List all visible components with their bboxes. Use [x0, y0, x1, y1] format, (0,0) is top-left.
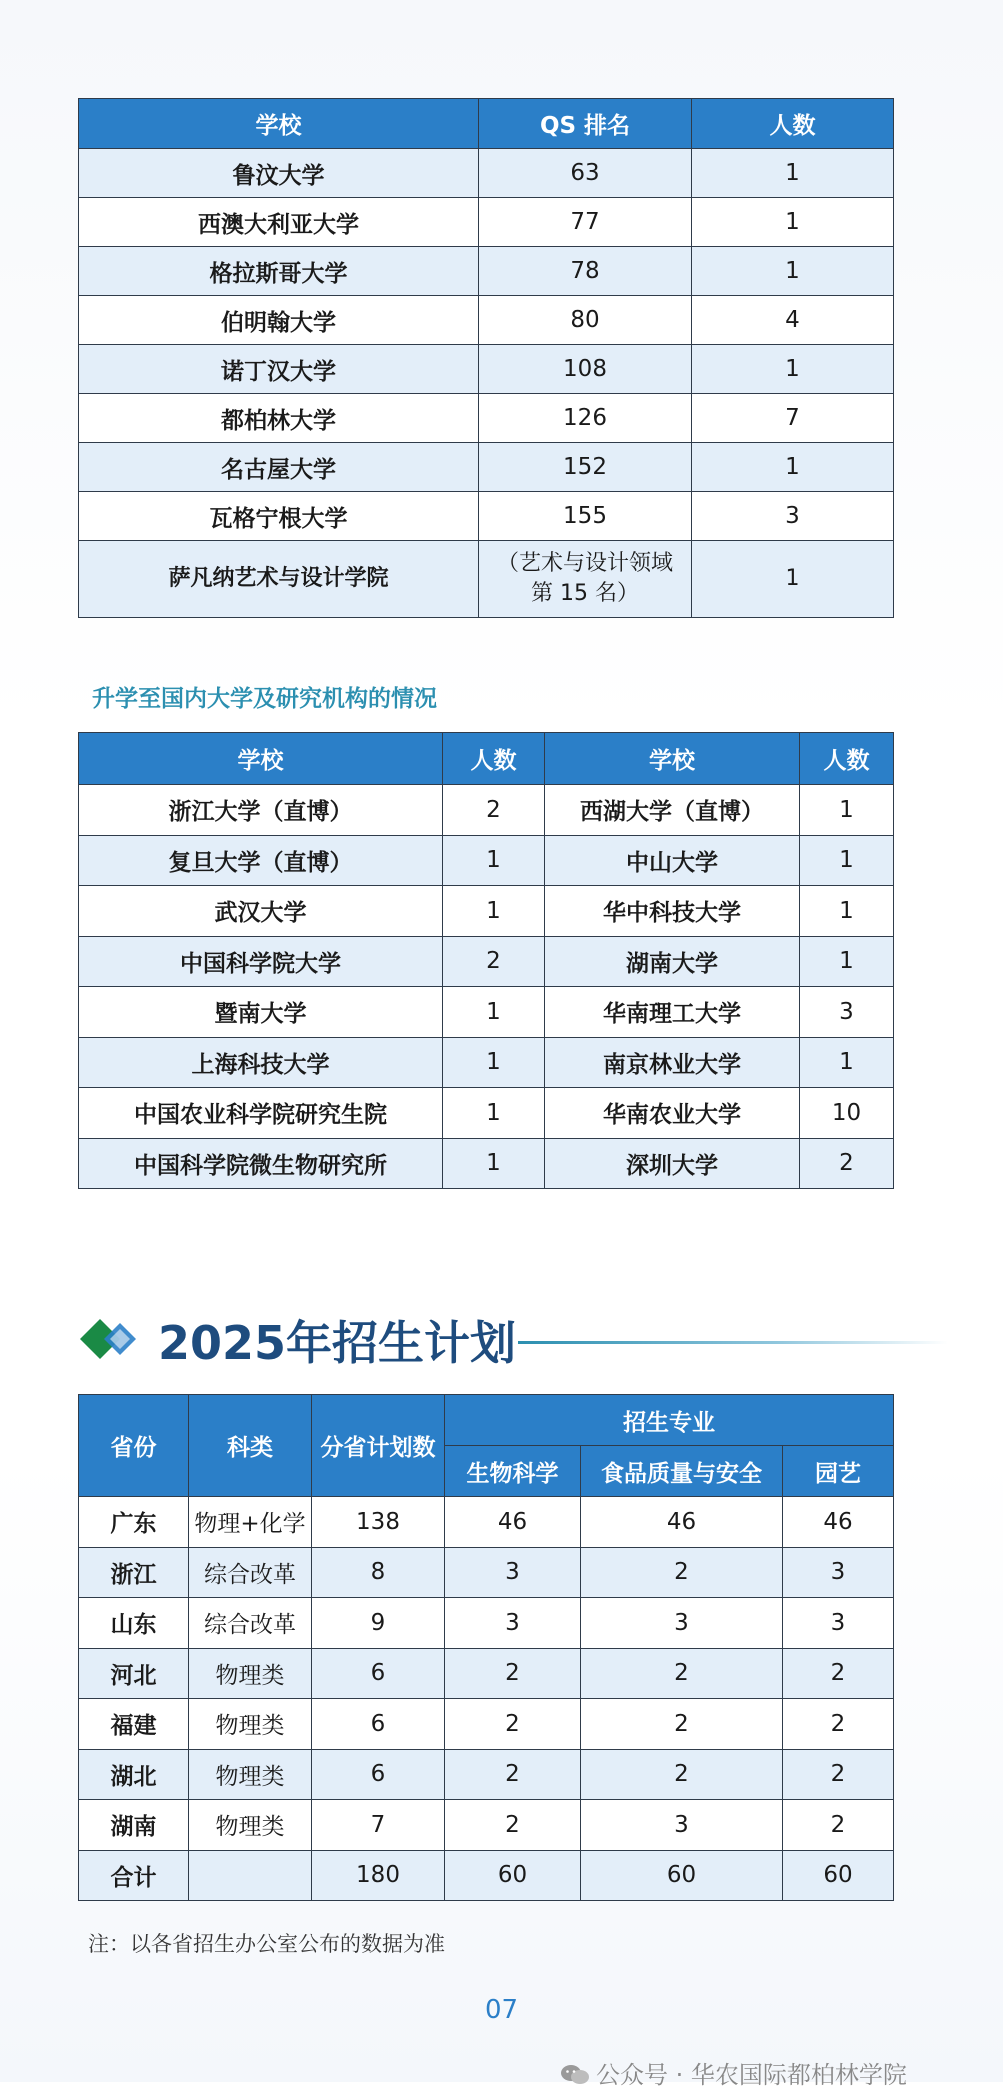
school-name: 西湖大学（直博） — [545, 785, 800, 836]
major-count: 60 — [445, 1850, 581, 1901]
table-row — [79, 1749, 894, 1800]
qs-rank: 126 — [479, 394, 692, 443]
school-name: 上海科技大学 — [79, 1037, 443, 1088]
student-count: 4 — [692, 296, 894, 345]
header-category: 科类 — [189, 1395, 312, 1497]
province: 广东 — [79, 1497, 189, 1548]
student-count: 1 — [692, 247, 894, 296]
header-quota: 分省计划数 — [312, 1395, 445, 1497]
quota: 8 — [312, 1547, 445, 1598]
school-name: 伯明翰大学 — [79, 296, 479, 345]
plan-heading: 2025年招生计划 — [158, 1316, 517, 1370]
qs-rank: 155 — [479, 492, 692, 541]
school-name: 复旦大学（直博） — [79, 835, 443, 886]
quota: 6 — [312, 1648, 445, 1699]
student-count: 1 — [443, 835, 545, 886]
table-row — [79, 1648, 894, 1699]
major-count: 3 — [783, 1547, 894, 1598]
student-count: 1 — [800, 785, 894, 836]
student-count: 3 — [692, 492, 894, 541]
category: 综合改革 — [189, 1598, 312, 1649]
table-row — [79, 198, 894, 247]
category: 综合改革 — [189, 1547, 312, 1598]
header-province: 省份 — [79, 1395, 189, 1497]
student-count: 2 — [443, 785, 545, 836]
plan-heading-block — [78, 1305, 908, 1375]
school-name: 格拉斯哥大学 — [79, 247, 479, 296]
major-count: 3 — [445, 1598, 581, 1649]
table-row — [79, 835, 894, 886]
major-count: 3 — [581, 1800, 783, 1851]
wechat-account[interactable] — [560, 2055, 907, 2089]
province: 浙江 — [79, 1547, 189, 1598]
table-row — [79, 886, 894, 937]
header-qs-rank: QS 排名 — [479, 99, 692, 149]
category: 物理类 — [189, 1800, 312, 1851]
major-count: 2 — [783, 1800, 894, 1851]
qs-rank: 63 — [479, 149, 692, 198]
school-name: 中山大学 — [545, 835, 800, 886]
domestic-universities-table — [78, 732, 894, 1189]
category: 物理+化学 — [189, 1497, 312, 1548]
school-name: 萨凡纳艺术与设计学院 — [79, 541, 479, 618]
table-row — [79, 296, 894, 345]
province: 湖南 — [79, 1800, 189, 1851]
student-count: 1 — [443, 1138, 545, 1189]
student-count: 1 — [692, 149, 894, 198]
student-count: 1 — [692, 198, 894, 247]
header-school: 学校 — [79, 99, 479, 149]
school-name: 湖南大学 — [545, 936, 800, 987]
school-name: 都柏林大学 — [79, 394, 479, 443]
qs-rank: 80 — [479, 296, 692, 345]
major-count: 2 — [581, 1547, 783, 1598]
major-count: 2 — [581, 1648, 783, 1699]
major-count: 46 — [581, 1497, 783, 1548]
school-name: 暨南大学 — [79, 987, 443, 1038]
province: 湖北 — [79, 1749, 189, 1800]
major-count: 2 — [445, 1749, 581, 1800]
student-count: 1 — [800, 1037, 894, 1088]
major-count: 3 — [445, 1547, 581, 1598]
quota: 180 — [312, 1850, 445, 1901]
major-count: 46 — [445, 1497, 581, 1548]
header-count: 人数 — [443, 733, 545, 785]
major-count: 2 — [581, 1749, 783, 1800]
school-name: 武汉大学 — [79, 886, 443, 937]
table-row — [79, 247, 894, 296]
province: 河北 — [79, 1648, 189, 1699]
major-count: 3 — [581, 1598, 783, 1649]
table-row — [79, 1037, 894, 1088]
table-row — [79, 1547, 894, 1598]
school-name: 浙江大学（直博） — [79, 785, 443, 836]
student-count: 1 — [692, 541, 894, 618]
qs-rank: 152 — [479, 443, 692, 492]
table-row — [79, 1138, 894, 1189]
qs-rank-line1: （艺术与设计领域 — [496, 551, 673, 576]
major-count: 2 — [445, 1648, 581, 1699]
table-row — [79, 936, 894, 987]
school-name: 华南农业大学 — [545, 1088, 800, 1139]
major-count: 2 — [445, 1699, 581, 1750]
qs-rank: 108 — [479, 345, 692, 394]
quota: 6 — [312, 1749, 445, 1800]
school-name: 南京林业大学 — [545, 1037, 800, 1088]
qs-rank-line2: 第 15 名） — [531, 581, 639, 606]
overseas-universities-table — [78, 98, 894, 618]
school-name: 中国科学院大学 — [79, 936, 443, 987]
student-count: 1 — [800, 886, 894, 937]
table-row — [79, 987, 894, 1038]
table-row — [79, 785, 894, 836]
table-row — [79, 149, 894, 198]
student-count: 1 — [443, 987, 545, 1038]
school-name: 华南理工大学 — [545, 987, 800, 1038]
header-major-biology: 生物科学 — [445, 1446, 581, 1497]
major-count: 60 — [581, 1850, 783, 1901]
table-row — [79, 1800, 894, 1851]
wechat-icon — [560, 2064, 590, 2086]
header-count: 人数 — [800, 733, 894, 785]
table-row — [79, 1598, 894, 1649]
header-major-horticulture: 园艺 — [783, 1446, 894, 1497]
province: 福建 — [79, 1699, 189, 1750]
table-row — [79, 492, 894, 541]
qs-rank: 77 — [479, 198, 692, 247]
major-count: 2 — [581, 1699, 783, 1750]
school-name: 中国科学院微生物研究所 — [79, 1138, 443, 1189]
student-count: 3 — [800, 987, 894, 1038]
school-name: 诺丁汉大学 — [79, 345, 479, 394]
wechat-label: 公众号 · 华农国际都柏林学院 — [596, 2061, 907, 2089]
table-row — [79, 394, 894, 443]
category: 物理类 — [189, 1699, 312, 1750]
student-count: 7 — [692, 394, 894, 443]
major-count: 2 — [783, 1648, 894, 1699]
major-count: 2 — [445, 1800, 581, 1851]
province: 山东 — [79, 1598, 189, 1649]
quota: 7 — [312, 1800, 445, 1851]
province: 合计 — [79, 1850, 189, 1901]
student-count: 10 — [800, 1088, 894, 1139]
table-row — [79, 1088, 894, 1139]
double-diamond-icon — [78, 1315, 142, 1363]
major-count: 3 — [783, 1598, 894, 1649]
header-school: 学校 — [545, 733, 800, 785]
table-row-total — [79, 1850, 894, 1901]
major-count: 2 — [783, 1699, 894, 1750]
qs-rank — [479, 541, 692, 618]
quota: 138 — [312, 1497, 445, 1548]
header-major-food-safety: 食品质量与安全 — [581, 1446, 783, 1497]
school-name: 中国农业科学院研究生院 — [79, 1088, 443, 1139]
category: 物理类 — [189, 1648, 312, 1699]
header-school: 学校 — [79, 733, 443, 785]
school-name: 西澳大利亚大学 — [79, 198, 479, 247]
student-count: 1 — [800, 936, 894, 987]
student-count: 2 — [800, 1138, 894, 1189]
table-row — [79, 345, 894, 394]
student-count: 1 — [800, 835, 894, 886]
qs-rank: 78 — [479, 247, 692, 296]
table-row — [79, 541, 894, 618]
student-count: 2 — [443, 936, 545, 987]
footnote: 注：以各省招生办公室公布的数据为准 — [88, 1932, 445, 1956]
school-name: 名古屋大学 — [79, 443, 479, 492]
school-name: 瓦格宁根大学 — [79, 492, 479, 541]
quota: 6 — [312, 1699, 445, 1750]
major-count: 2 — [783, 1749, 894, 1800]
page-number: 07 — [484, 1995, 519, 2025]
category: 物理类 — [189, 1749, 312, 1800]
major-count: 60 — [783, 1850, 894, 1901]
school-name: 鲁汶大学 — [79, 149, 479, 198]
heading-divider — [518, 1341, 948, 1344]
major-count: 46 — [783, 1497, 894, 1548]
header-majors-group: 招生专业 — [445, 1395, 894, 1446]
header-count: 人数 — [692, 99, 894, 149]
student-count: 1 — [692, 443, 894, 492]
enrollment-plan-table — [78, 1394, 894, 1901]
student-count: 1 — [692, 345, 894, 394]
quota: 9 — [312, 1598, 445, 1649]
school-name: 华中科技大学 — [545, 886, 800, 937]
student-count: 1 — [443, 886, 545, 937]
student-count: 1 — [443, 1088, 545, 1139]
domestic-section-title: 升学至国内大学及研究机构的情况 — [92, 686, 437, 712]
category — [189, 1850, 312, 1901]
student-count: 1 — [443, 1037, 545, 1088]
school-name: 深圳大学 — [545, 1138, 800, 1189]
table-row — [79, 1699, 894, 1750]
table-row — [79, 1497, 894, 1548]
table-row — [79, 443, 894, 492]
